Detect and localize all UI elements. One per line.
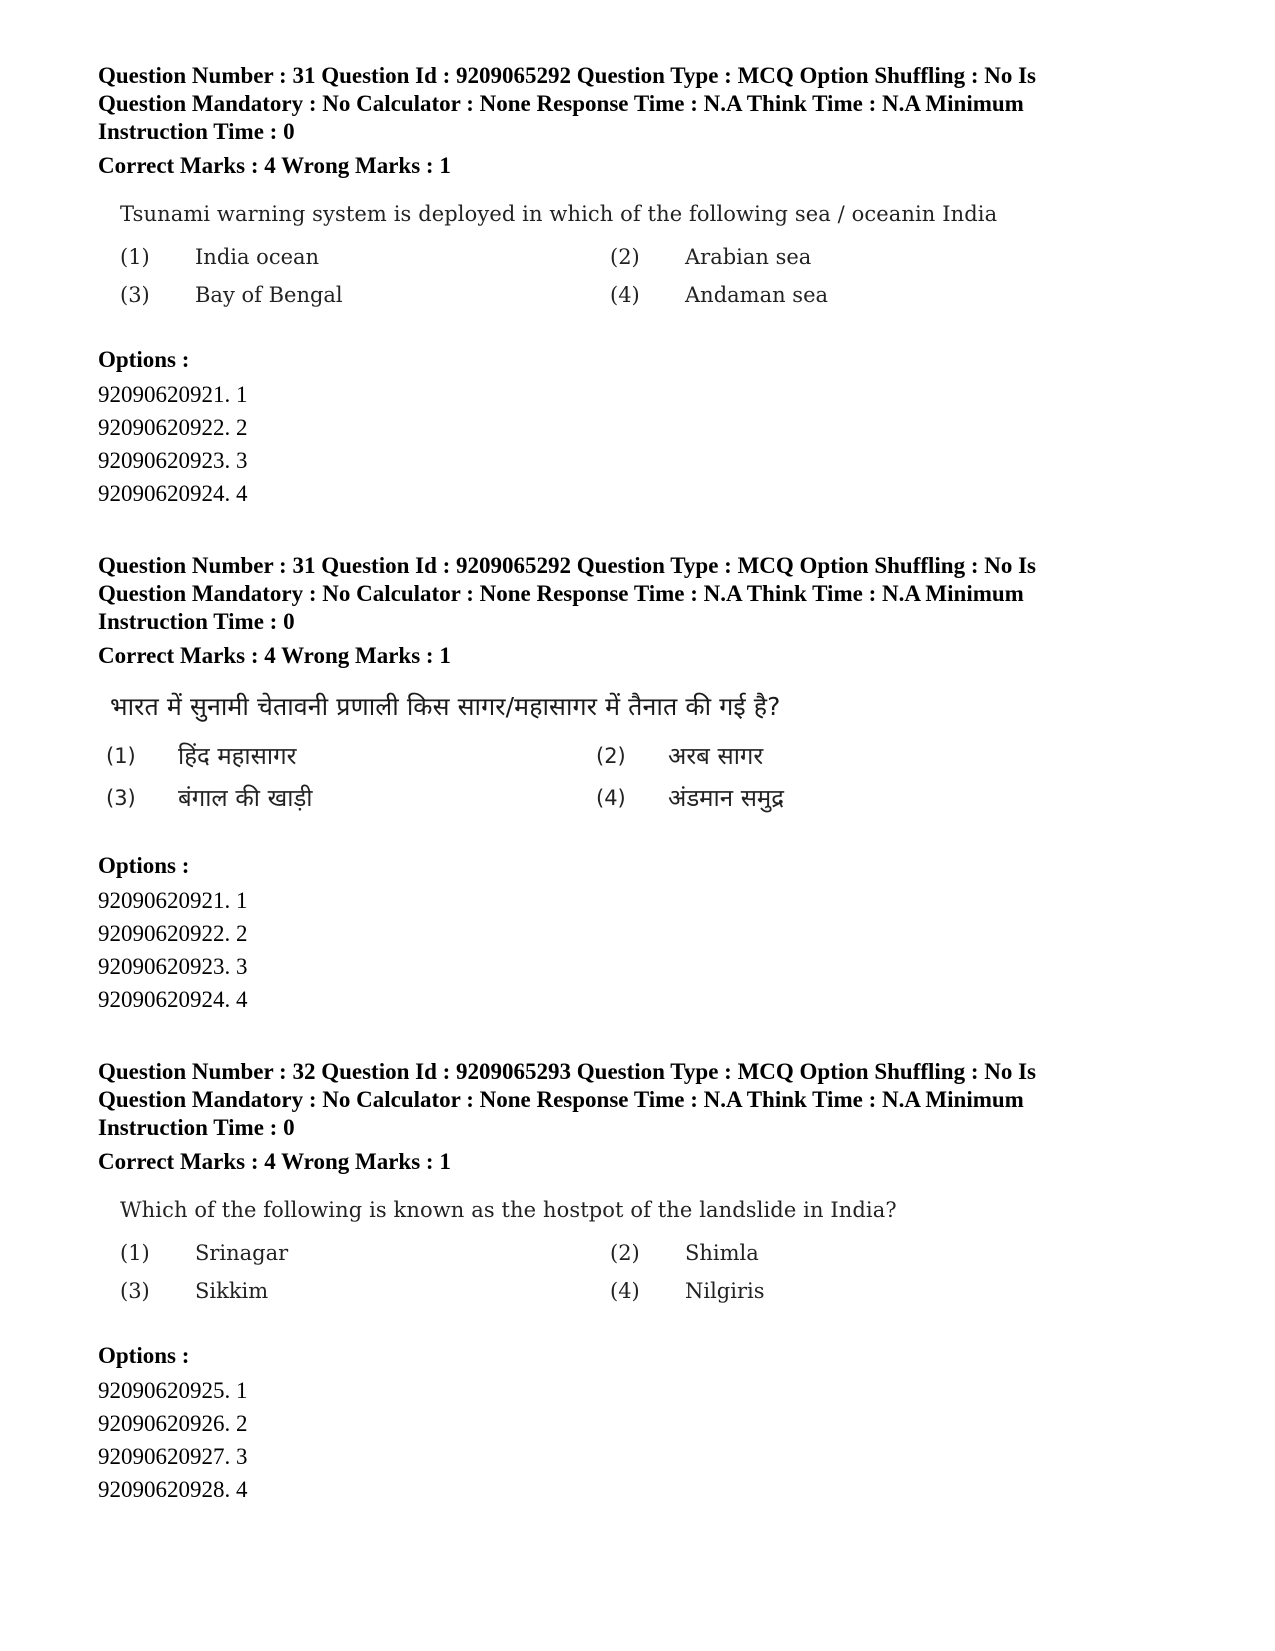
- choice-number: (1): [120, 245, 150, 269]
- choice-1: [120, 242, 610, 272]
- options-title: Options :: [98, 347, 190, 372]
- choice-2: [610, 1238, 990, 1268]
- choice-4: [610, 1276, 990, 1306]
- choice-number: (3): [106, 786, 136, 810]
- choice-number: (4): [610, 283, 640, 307]
- choice-grid: [120, 1238, 1000, 1306]
- choice-number: (4): [596, 786, 626, 810]
- choice-number: (2): [610, 245, 640, 269]
- question-marks: Correct Marks : 4 Wrong Marks : 1: [98, 643, 451, 668]
- question-text: भारत में सुनामी चेतावनी प्रणाली किस सागर/महासागर में तैनात की गई है?: [110, 692, 781, 721]
- choice-number: (4): [610, 1279, 640, 1303]
- option-item: 92090620926. 2: [98, 1411, 248, 1436]
- option-item: 92090620925. 1: [98, 1378, 248, 1403]
- question-meta: Question Number : 31 Question Id : 9209065292 Question Type : MCQ Option Shuffling : No Is Question Mandatory : No Calculator : None Response Time : N.A Think Time : N.A Minimum Instruction Time : 0: [98, 553, 1037, 634]
- option-item: 92090620923. 3: [98, 448, 248, 473]
- choice-number: (3): [120, 1279, 150, 1303]
- choice-label: Arabian sea: [685, 245, 812, 269]
- choice-label: Sikkim: [195, 1279, 269, 1303]
- document-page: [98, 62, 1178, 1506]
- question-marks: Correct Marks : 4 Wrong Marks : 1: [98, 153, 451, 178]
- question-text: Which of the following is known as the hostpot of the landslide in India?: [120, 1198, 897, 1222]
- choice-3: [120, 280, 610, 310]
- choice-label: Shimla: [685, 1241, 759, 1265]
- choice-number: (1): [106, 744, 136, 768]
- choice-number: (3): [120, 283, 150, 307]
- choice-label: अरब सागर: [668, 742, 764, 770]
- option-item: 92090620928. 4: [98, 1477, 248, 1502]
- choice-label: India ocean: [195, 245, 320, 269]
- question-meta: Question Number : 31 Question Id : 9209065292 Question Type : MCQ Option Shuffling : No Is Question Mandatory : No Calculator : None Response Time : N.A Think Time : N.A Minimum Instruction Time : 0: [98, 63, 1037, 144]
- choice-number: (1): [120, 1241, 150, 1265]
- choice-4: [596, 780, 976, 816]
- choice-label: अंडमान समुद्र: [668, 784, 785, 812]
- question-text: Tsunami warning system is deployed in which of the following sea / oceanin India: [120, 202, 998, 226]
- question-block-3: [98, 1058, 1178, 1506]
- options-title: Options :: [98, 1343, 190, 1368]
- question-content: [120, 200, 1000, 310]
- choice-label: Srinagar: [195, 1241, 289, 1265]
- option-item: 92090620924. 4: [98, 481, 248, 506]
- option-item: 92090620927. 3: [98, 1444, 248, 1469]
- choice-2: [610, 242, 990, 272]
- option-item: 92090620921. 1: [98, 888, 248, 913]
- choice-number: (2): [596, 744, 626, 768]
- choice-3: [120, 1276, 610, 1306]
- question-block-1: [98, 62, 1178, 510]
- choice-grid: [120, 242, 1000, 310]
- choice-label: Bay of Bengal: [195, 283, 343, 307]
- choice-3: [106, 780, 596, 816]
- choice-number: (2): [610, 1241, 640, 1265]
- choice-label: Andaman sea: [685, 283, 829, 307]
- options-title: Options :: [98, 853, 190, 878]
- question-meta: Question Number : 32 Question Id : 9209065293 Question Type : MCQ Option Shuffling : No Is Question Mandatory : No Calculator : None Response Time : N.A Think Time : N.A Minimum Instruction Time : 0: [98, 1059, 1037, 1140]
- question-block-2: [98, 552, 1178, 1016]
- options-list: [98, 884, 1178, 1016]
- option-item: 92090620922. 2: [98, 921, 248, 946]
- question-content: [106, 690, 1000, 816]
- option-item: 92090620921. 1: [98, 382, 248, 407]
- choice-1: [120, 1238, 610, 1268]
- question-content: [120, 1196, 1000, 1306]
- choice-label: हिंद महासागर: [178, 742, 297, 770]
- options-list: [98, 378, 1178, 510]
- choice-2: [596, 738, 976, 774]
- choice-label: Nilgiris: [685, 1279, 765, 1303]
- choice-label: बंगाल की खाड़ी: [178, 784, 313, 812]
- question-marks: Correct Marks : 4 Wrong Marks : 1: [98, 1149, 451, 1174]
- option-item: 92090620923. 3: [98, 954, 248, 979]
- options-list: [98, 1374, 1178, 1506]
- choice-4: [610, 280, 990, 310]
- choice-grid: [106, 738, 1000, 816]
- choice-1: [106, 738, 596, 774]
- option-item: 92090620924. 4: [98, 987, 248, 1012]
- option-item: 92090620922. 2: [98, 415, 248, 440]
